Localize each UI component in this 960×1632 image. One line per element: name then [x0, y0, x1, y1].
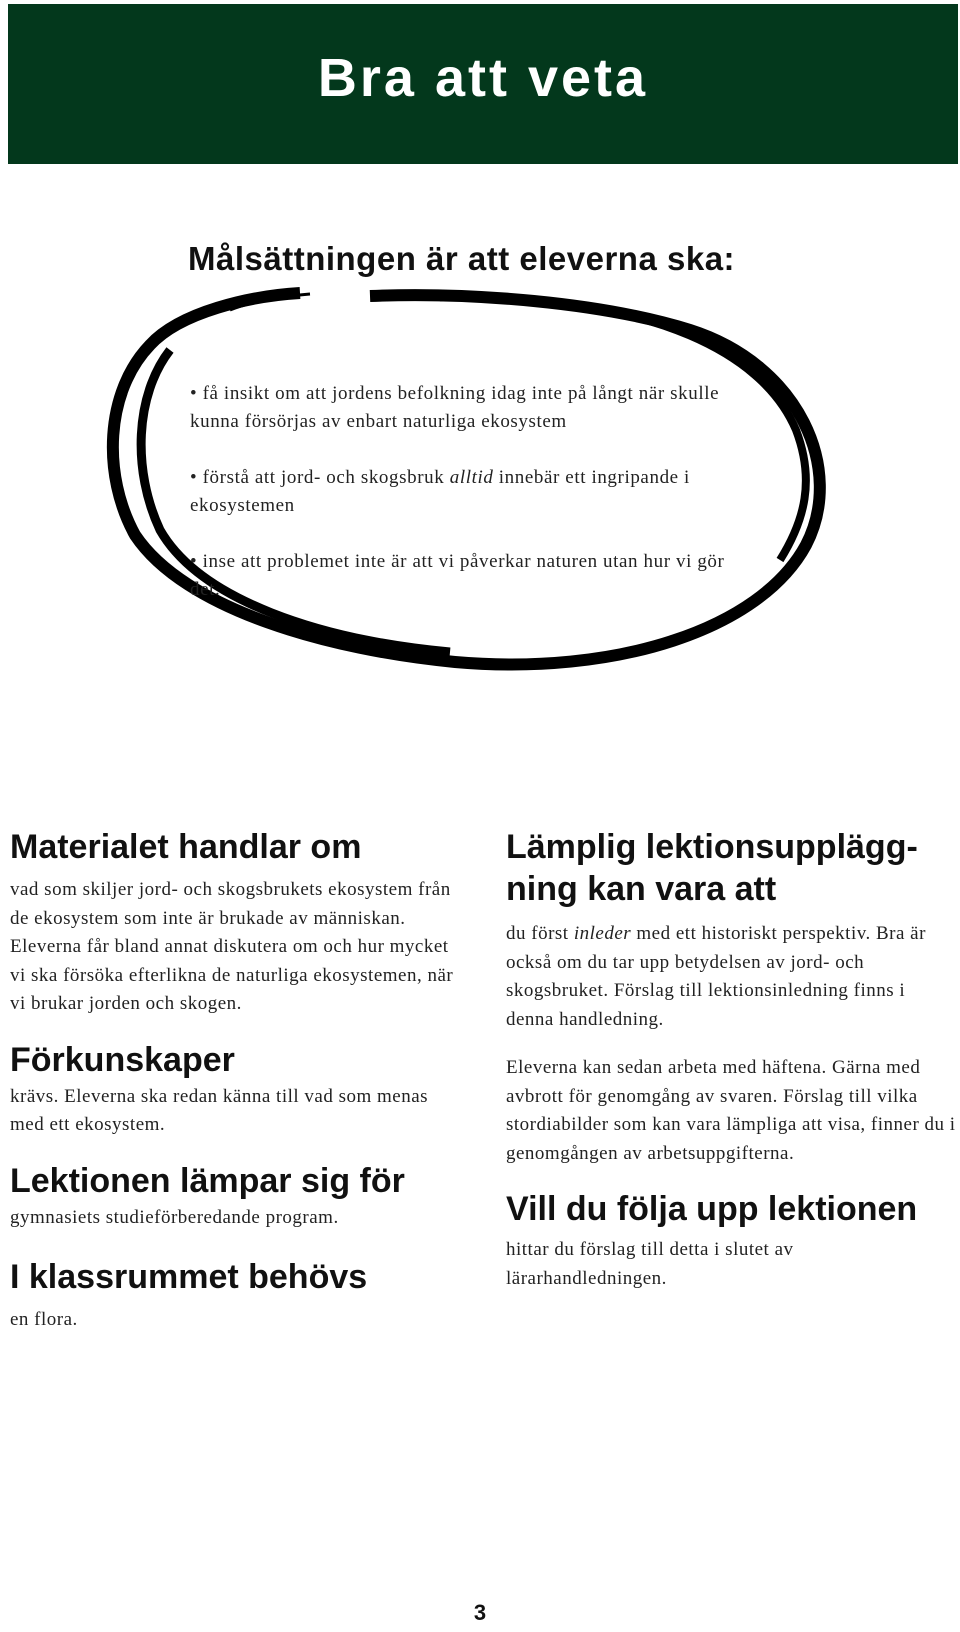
goal-item [190, 464, 750, 520]
classroom-needs-heading: I klassrummet behövs [10, 1258, 368, 1296]
goal-item [190, 548, 750, 604]
lesson-plan-text-start: du först [506, 923, 574, 944]
lesson-plan-emphasis: inleder [573, 923, 632, 944]
suitability-heading: Lektionen lämpar sig för [10, 1161, 405, 1200]
goals-heading: Målsättningen är att eleverna ska: [188, 240, 736, 277]
right-column [506, 826, 956, 1293]
bullet: • [190, 551, 198, 572]
goals-list [190, 380, 750, 632]
lesson-plan-heading: Lämplig lektionsupplägg-ning kan vara att [506, 828, 918, 908]
bullet: • [190, 467, 198, 488]
goal-text: förstå att jord- och skogsbruk [202, 467, 450, 488]
page-title: Bra att veta [317, 48, 649, 108]
bullet: • [190, 383, 198, 404]
follow-up-heading: Vill du följa upp lektionen [506, 1190, 918, 1228]
left-column [10, 826, 465, 1335]
classroom-needs-text: en flora. [10, 1309, 78, 1330]
lesson-plan-text [506, 920, 956, 1034]
prior-knowledge-heading: Förkunskaper [10, 1040, 235, 1079]
lesson-plan-text-2: Eleverna kan sedan arbeta med häftena. Gärna med avbrott för genomgång av svaren. Förslag till vilka stordiabilder som kan vara lämpliga att visa, finner du i genomgången av arbetsuppgifterna. [506, 1057, 956, 1164]
goal-text: inse att problemet inte är att vi påverkar naturen utan hur vi gör det. [190, 551, 725, 600]
follow-up-text: hittar du förslag till detta i slutet av lärarhandledningen. [506, 1239, 794, 1289]
goal-item [190, 380, 750, 436]
material-heading: Materialet handlar om [10, 828, 362, 866]
suitability-text: gymnasiets studieförberedande program. [10, 1206, 339, 1228]
goal-text: få insikt om att jordens befolkning idag inte på långt när skulle kunna försörjas av enbart naturliga ekosystem [190, 383, 720, 432]
goal-text: innebär ett ingripande i ekosystemen [190, 467, 690, 516]
prior-knowledge-text: krävs. Eleverna ska redan känna till vad som menas med ett ekosystem. [10, 1085, 429, 1135]
goal-emphasis: alltid [449, 467, 494, 488]
lesson-plan-text-end: med ett historiskt perspektiv. Bra är också om du tar upp betydelsen av jord- och skogsbruket. Förslag till lektionsinledning finns i denna handledning. [506, 923, 926, 1030]
page-number: 3 [473, 1600, 487, 1625]
material-text: vad som skiljer jord- och skogsbrukets ekosystem från de ekosystem som inte är brukade av människan. Eleverna får bland annat diskutera om och hur mycket vi ska försöka efterlikna de naturliga ekosystemen, när vi brukar jorden och skogen. [10, 879, 454, 1014]
